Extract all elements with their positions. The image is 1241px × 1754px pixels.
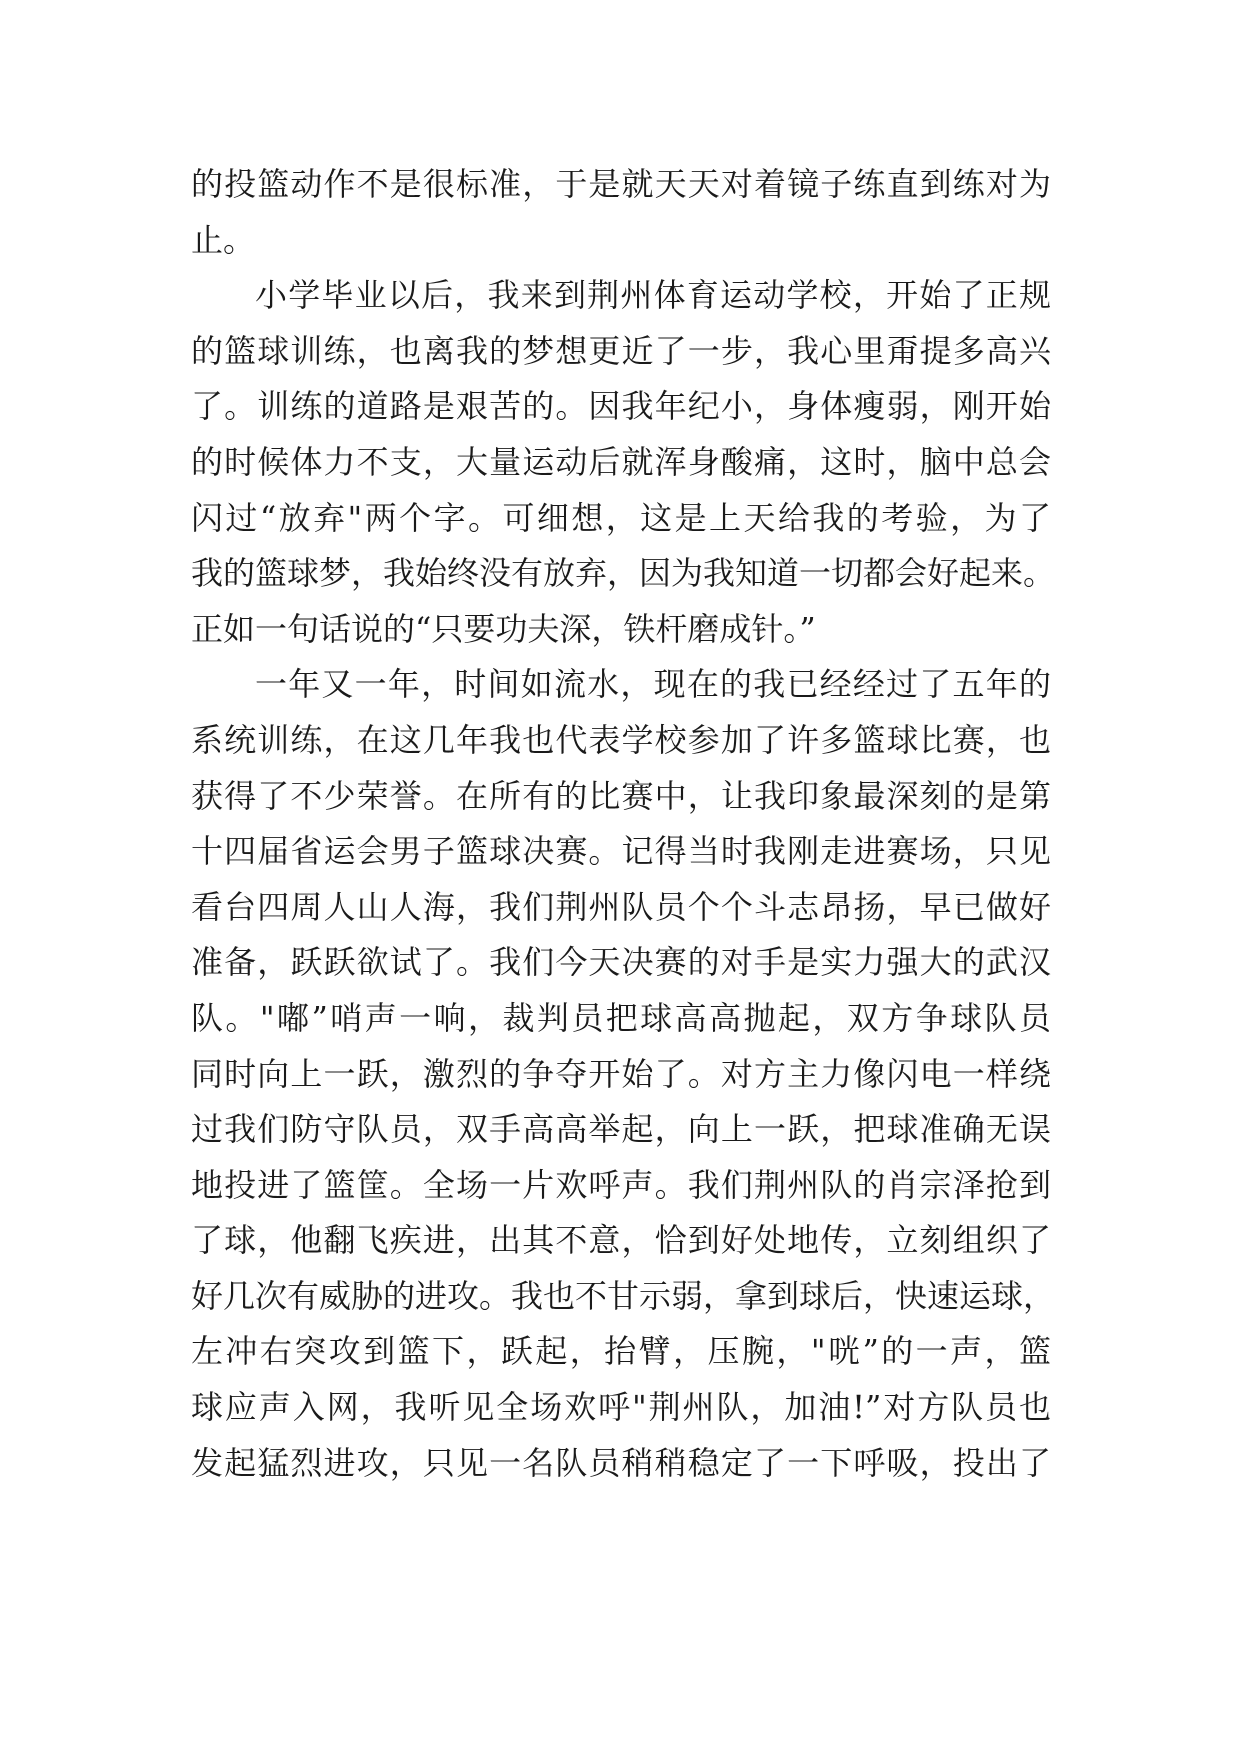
- text-line: 了。训练的道路是艰苦的。因我年纪小，身体瘦弱，刚开始: [191, 387, 1051, 426]
- paragraph-first-line: 小学毕业以后，我来到荆州体育运动学校，开始了正规: [255, 276, 1051, 315]
- text-line: 看台四周人山人海，我们荆州队员个个斗志昂扬，早已做好: [191, 887, 1051, 926]
- text-line: 了球，他翻飞疾进，出其不意，恰到好处地传，立刻组织了: [191, 1221, 1051, 1260]
- text-line: 准备，跃跃欲试了。我们今天决赛的对手是实力强大的武汉: [191, 943, 1051, 982]
- text-line: 地投进了篮筐。全场一片欢呼声。我们荆州队的肖宗泽抢到: [191, 1165, 1051, 1204]
- text-line: 队。"嘟”哨声一响，裁判员把球高高抛起，双方争球队员: [191, 998, 1051, 1037]
- text-line: 系统训练，在这几年我也代表学校参加了许多篮球比赛，也: [191, 720, 1051, 759]
- text-line: 的篮球训练，也离我的梦想更近了一步，我心里甭提多高兴: [191, 331, 1051, 370]
- text-line: 左冲右突攻到篮下，跃起，抬臂，压腕，"咣”的一声，篮: [191, 1332, 1051, 1371]
- text-line: 同时向上一跃，激烈的争夺开始了。对方主力像闪电一样绕: [191, 1054, 1051, 1093]
- text-line: 的投篮动作不是很标准，于是就天天对着镜子练直到练对为: [191, 165, 1051, 203]
- paragraph-first-line: 一年又一年，时间如流水，现在的我已经经过了五年的: [255, 665, 1051, 704]
- body-text: [191, 157, 1056, 1491]
- text-line: 止。: [191, 220, 256, 259]
- text-line: 好几次有威胁的进攻。我也不甘示弱，拿到球后，快速运球，: [191, 1276, 1056, 1315]
- text-line: 发起猛烈进攻，只见一名队员稍稍稳定了一下呼吸，投出了: [191, 1443, 1051, 1482]
- text-line: 的时候体力不支，大量运动后就浑身酸痛，这时，脑中总会: [191, 442, 1051, 481]
- text-line: 获得了不少荣誉。在所有的比赛中，让我印象最深刻的是第: [191, 776, 1051, 815]
- text-line: 闪过“放弃"两个字。可细想，这是上天给我的考验，为了: [191, 498, 1051, 537]
- text-line: 十四届省运会男子篮球决赛。记得当时我刚走进赛场，只见: [191, 832, 1051, 871]
- text-line: 球应声入网，我听见全场欢呼"荆州队，加油!”对方队员也: [191, 1388, 1051, 1427]
- text-line: 过我们防守队员，双手高高举起，向上一跃，把球准确无误: [191, 1110, 1051, 1149]
- text-line: 我的篮球梦，我始终没有放弃，因为我知道一切都会好起来。: [191, 554, 1056, 593]
- text-line: 正如一句话说的“只要功夫深，铁杆磨成针。”: [191, 609, 816, 648]
